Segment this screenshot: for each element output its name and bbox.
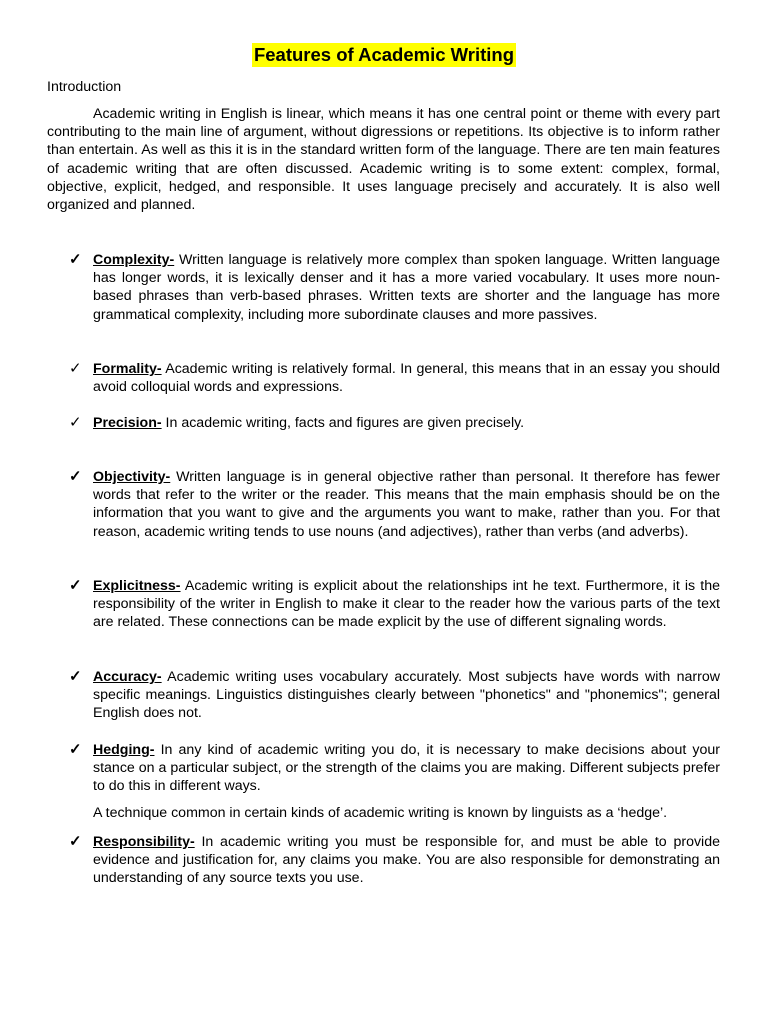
feature-term: Precision- bbox=[93, 415, 162, 431]
checkmark-icon: ✓ bbox=[69, 251, 82, 268]
feature-term: Formality- bbox=[93, 361, 162, 377]
feature-text: Academic writing is relatively formal. In general, this means that in an essay you should avoid colloquial words and expressions. bbox=[93, 361, 720, 396]
feature-text: In academic writing, facts and figures are given precisely. bbox=[161, 415, 525, 431]
feature-formality bbox=[69, 360, 720, 396]
intro-heading: Introduction bbox=[47, 79, 122, 95]
feature-accuracy bbox=[69, 668, 720, 723]
feature-responsibility bbox=[69, 833, 720, 888]
feature-precision bbox=[69, 414, 720, 432]
feature-term: Hedging- bbox=[93, 742, 155, 758]
checkmark-icon: ✓ bbox=[69, 833, 82, 850]
feature-text: In any kind of academic writing you do, it is necessary to make decisions about your stance on a particular subject, or the strength of the claims you are making. Different subjects prefer to do this in different ways. bbox=[93, 742, 720, 795]
feature-term: Accuracy- bbox=[93, 669, 162, 685]
feature-complexity bbox=[69, 251, 720, 324]
feature-term: Responsibility- bbox=[93, 834, 195, 850]
feature-text: Written language is relatively more complex than spoken language. Written language has longer words, it is lexically denser and it has a more varied vocabulary. It uses more noun-based phrases than verb-based phrases. Written texts are shorter and the language has more grammatical complexity, including more subordinate clauses and more passives. bbox=[93, 252, 720, 323]
feature-text: Academic writing uses vocabulary accurately. Most subjects have words with narrow specific meanings. Linguistics distinguishes clearly between "phonetics" and "phonemics"; general English does not. bbox=[93, 669, 720, 722]
feature-objectivity bbox=[69, 468, 720, 541]
feature-term: Complexity- bbox=[93, 252, 175, 268]
checkmark-icon: ✓ bbox=[69, 360, 82, 377]
feature-term: Objectivity- bbox=[93, 469, 171, 485]
checkmark-icon: ✓ bbox=[69, 414, 82, 431]
intro-paragraph: Academic writing in English is linear, which means it has one central point or theme with every part contributing to the main line of argument, without digressions or repetitions. Its objective is to inform rather than entertain. As well as this it is in the standard written form of the language. There are ten main features of academic writing that are often discussed. Academic writing is to some extent: complex, formal, objective, explicit, hedged, and responsible. It uses language precisely and accurately. It is also well organized and planned. bbox=[47, 106, 720, 214]
feature-explicitness bbox=[69, 577, 720, 632]
document-title: Features of Academic Writing bbox=[253, 44, 515, 65]
checkmark-icon: ✓ bbox=[69, 577, 82, 594]
hedge-note: A technique common in certain kinds of academic writing is known by linguists as a ‘hedge’. bbox=[93, 805, 668, 821]
feature-text: Academic writing is explicit about the relationships int he text. Furthermore, it is the responsibility of the writer in English to make it clear to the reader how the various parts of the text are related. These connections can be made explicit by the use of different signaling words. bbox=[93, 578, 720, 631]
checkmark-icon: ✓ bbox=[69, 741, 82, 758]
feature-text: Written language is in general objective rather than personal. It therefore has fewer words that refer to the writer or the reader. This means that the main emphasis should be on the information that you want to give and the arguments you want to make, rather than you. For that reason, academic writing tends to use nouns (and adjectives), rather than verbs (and adverbs). bbox=[93, 469, 720, 540]
title-container bbox=[0, 43, 768, 67]
checkmark-icon: ✓ bbox=[69, 468, 82, 485]
feature-hedging bbox=[69, 741, 720, 796]
feature-text: In academic writing you must be responsible for, and must be able to provide evidence and justification for, any claims you make. You are also responsible for demonstrating an understanding of any source texts you use. bbox=[93, 834, 720, 887]
checkmark-icon: ✓ bbox=[69, 668, 82, 685]
feature-term: Explicitness- bbox=[93, 578, 181, 594]
